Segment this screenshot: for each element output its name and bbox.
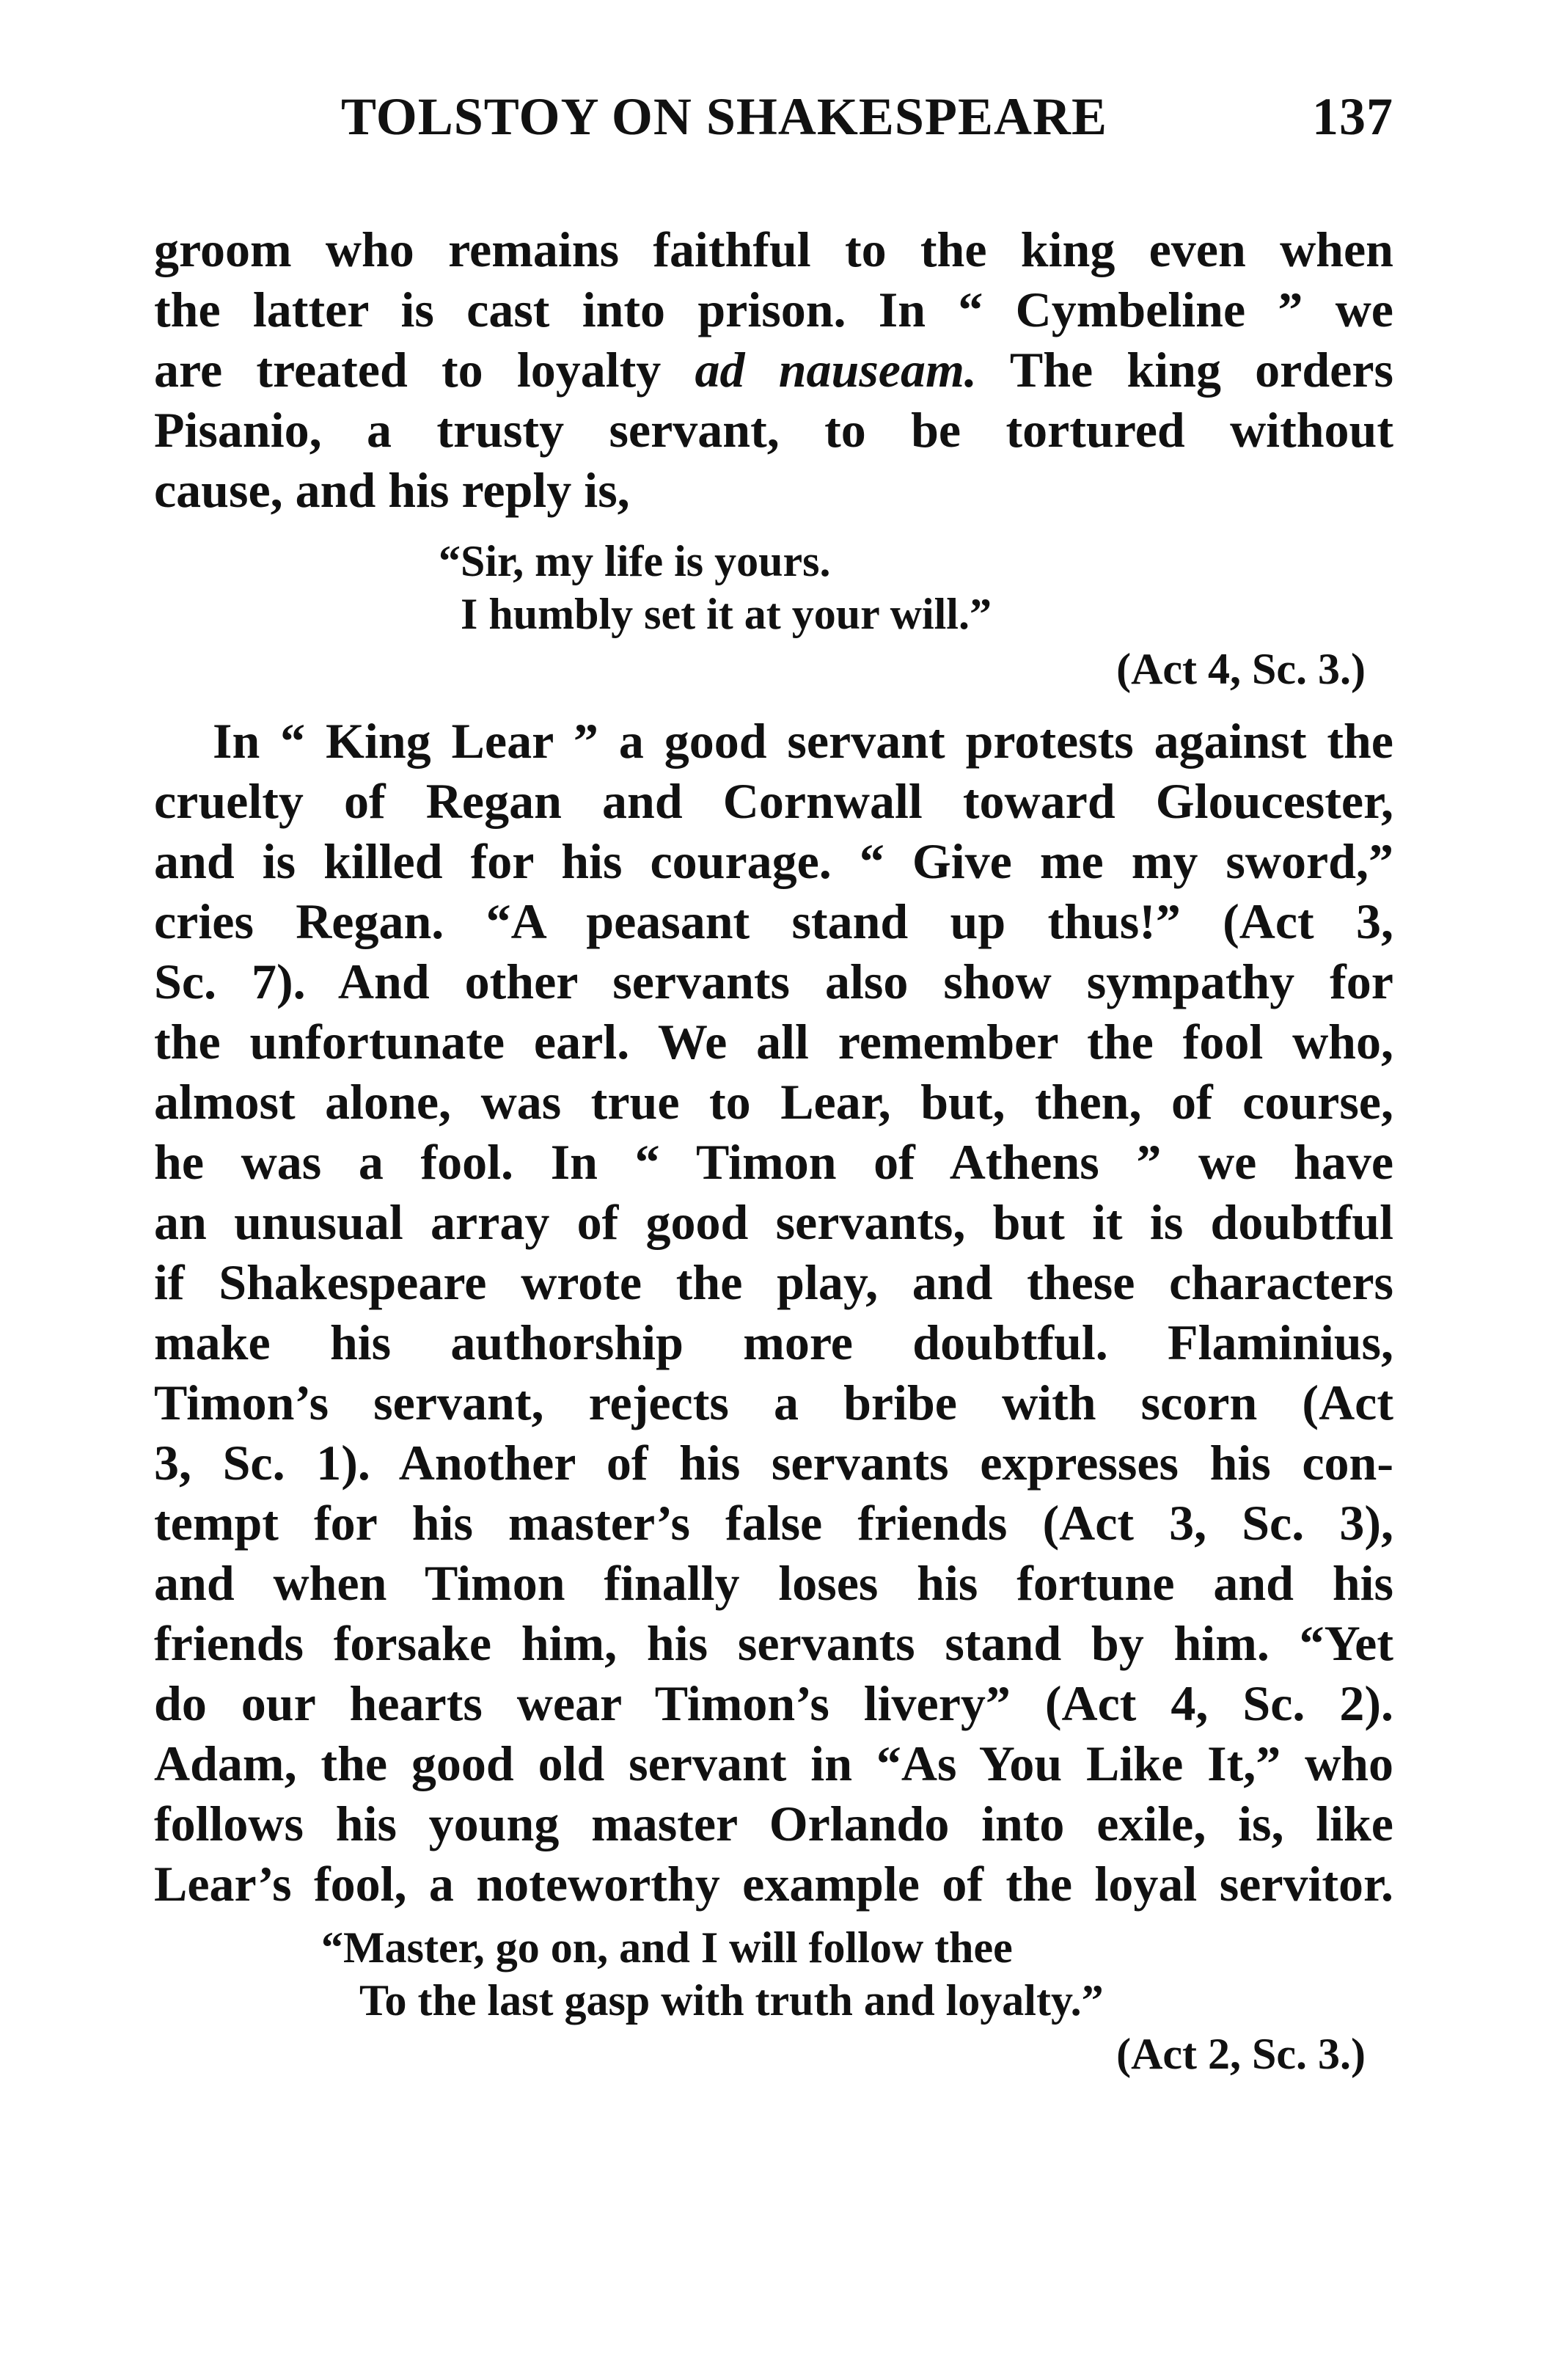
text-line: the unfortunate earl. We all remember the fool who,: [154, 1014, 1393, 1070]
citation: (Act 2, Sc. 3.): [1116, 2030, 1366, 2078]
running-title: TOLSTOY ON SHAKESPEARE: [341, 87, 1107, 146]
text-line: Pisanio, a trusty servant, to be tortured without: [154, 402, 1393, 458]
page-number: 137: [1312, 87, 1393, 146]
text-line: he was a fool. In “ Timon of Athens ” we have: [154, 1134, 1393, 1190]
text-line: [154, 340, 1393, 399]
text-line: almost alone, was true to Lear, but, then, of course,: [154, 1074, 1393, 1130]
text-line: if Shakespeare wrote the play, and these characters: [154, 1254, 1393, 1310]
citation: (Act 4, Sc. 3.): [1116, 645, 1366, 693]
verse-line: “Master, go on, and I will follow thee: [321, 1923, 1013, 1972]
verse-line: To the last gasp with truth and loyalty.”: [359, 1976, 1104, 2025]
text-line: tempt for his master’s false friends (Act 3, Sc. 3),: [154, 1495, 1393, 1551]
verse-line: “Sir, my life is yours.: [439, 537, 831, 585]
text-line: cries Regan. “A peasant stand up thus!” (Act 3,: [154, 893, 1393, 949]
text-line: do our hearts wear Timon’s livery” (Act 4, Sc. 2).: [154, 1675, 1393, 1731]
text-line: Lear’s fool, a noteworthy example of the loyal servitor.: [154, 1856, 1393, 1912]
text-line: and is killed for his courage. “ Give me my sword,”: [154, 833, 1393, 889]
text-line: Adam, the good old servant in “As You Like It,” who: [154, 1736, 1393, 1791]
text-line: Sc. 7). And other servants also show sympathy for: [154, 954, 1393, 1009]
text-line: cause, and his reply is,: [154, 462, 630, 518]
text-line: 3, Sc. 1). Another of his servants expresses his con-: [154, 1435, 1393, 1491]
text-line: friends forsake him, his servants stand by him. “Yet: [154, 1615, 1393, 1671]
text-line: groom who remains faithful to the king even when: [154, 222, 1393, 277]
italic-phrase: ad nauseam.: [695, 342, 977, 398]
text-fragment: The king orders: [976, 342, 1393, 398]
text-line: In “ King Lear ” a good servant protests against the: [213, 713, 1393, 769]
text-fragment: are treated to loyalty: [154, 342, 695, 398]
verse-line: I humbly set it at your will.”: [461, 590, 992, 638]
text-line: follows his young master Orlando into exile, is, like: [154, 1796, 1393, 1851]
running-head: [154, 87, 1393, 153]
text-line: an unusual array of good servants, but it is doubtful: [154, 1194, 1393, 1250]
text-line: and when Timon finally loses his fortune and his: [154, 1555, 1393, 1611]
text-line: cruelty of Regan and Cornwall toward Gloucester,: [154, 773, 1393, 829]
text-line: Timon’s servant, rejects a bribe with scorn (Act: [154, 1375, 1393, 1430]
text-line: the latter is cast into prison. In “ Cymbeline ” we: [154, 282, 1393, 337]
text-line: make his authorship more doubtful. Flaminius,: [154, 1315, 1393, 1370]
